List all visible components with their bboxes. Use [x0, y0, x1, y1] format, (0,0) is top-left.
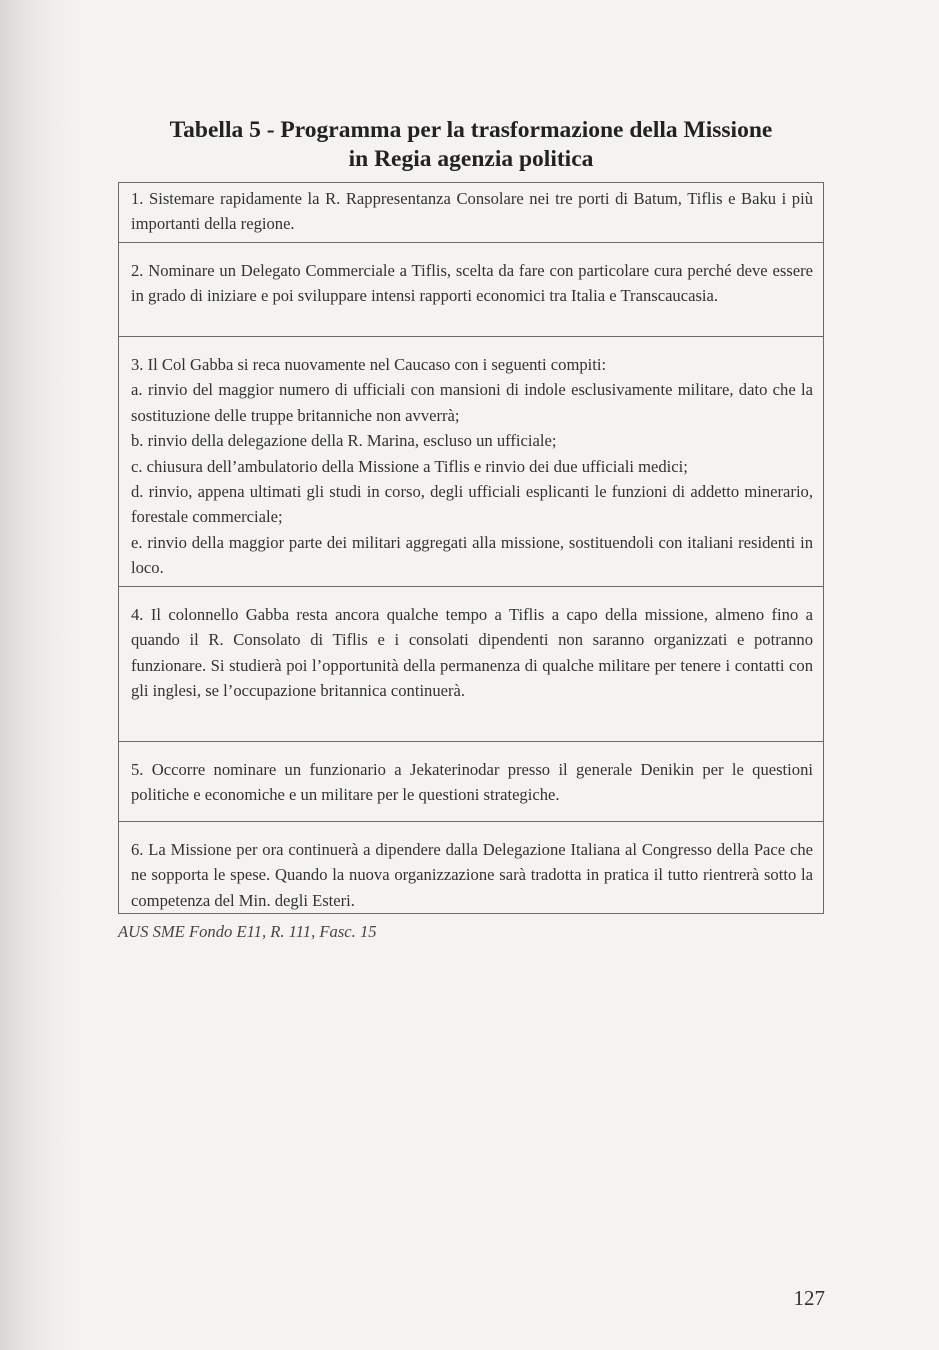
item-1-text: 1. Sistemare rapidamente la R. Rappresentanza Consolare nei tre porti di Batum, Tiflis e Baku i più importanti della regione.	[131, 189, 813, 234]
page-number: 127	[793, 1286, 825, 1310]
title-line-1: Tabella 5 - Programma per la trasformazione della Missione	[169, 117, 773, 143]
table-row-4	[119, 586, 823, 741]
item-5-text: 5. Occorre nominare un funzionario a Jekaterinodar presso il generale Denikin per le questioni politiche e economiche e un militare per le questioni strategiche.	[131, 760, 813, 805]
source-citation: AUS SME Fondo E11, R. 111, Fasc. 15	[118, 922, 377, 941]
item-2-text: 2. Nominare un Delegato Commerciale a Tiflis, scelta da fare con particolare cura perché deve essere in grado di iniziare e poi sviluppare intensi rapporti economici tra Italia e Transcaucasia.	[131, 261, 813, 306]
item-4-text: 4. Il colonnello Gabba resta ancora qualche tempo a Tiflis a capo della missione, almeno fino a quando il R. Consolato di Tiflis e i consolati dipendenti non saranno organizzati e potranno funzionare. Si studierà poi l’opportunità della permanenza di qualche militare per tenere i contatti con gli inglesi, se l’occupazione britannica continuerà.	[131, 605, 813, 701]
table-row-1	[119, 183, 823, 242]
table-row-5	[119, 741, 823, 821]
programme-table	[118, 182, 824, 914]
item-3-sub-e: e. rinvio della maggior parte dei militari aggregati alla missione, sostituendoli con italiani residenti in loco.	[131, 532, 813, 578]
page-title	[118, 116, 824, 174]
table-row-6	[119, 821, 823, 913]
item-3-sub-b: b. rinvio della delegazione della R. Marina, escluso un ufficiale;	[131, 431, 557, 451]
table-row-2	[119, 242, 823, 336]
item-3-sub-c: c. chiusura dell’ambulatorio della Missione a Tiflis e rinvio dei due ufficiali medici;	[131, 456, 688, 476]
item-3-intro: 3. Il Col Gabba si reca nuovamente nel Caucaso con i seguenti compiti:	[131, 355, 607, 374]
item-3-sub-a: a. rinvio del maggior numero di ufficiali con mansioni di indole esclusivamente militare, dato che la sostituzione delle truppe britanniche non avverrà;	[131, 380, 813, 425]
table-row-3	[119, 336, 823, 586]
item-6-text: 6. La Missione per ora continuerà a dipendere dalla Delegazione Italiana al Congresso della Pace che ne sopporta le spese. Quando la nuova organizzazione sarà tradotta in pratica il tutto rientrerà sotto la competenza del Min. degli Esteri.	[131, 840, 813, 910]
item-3-sub-d: d. rinvio, appena ultimati gli studi in corso, degli ufficiali esplicanti le funzioni di addetto minerario, forestale commerciale;	[131, 482, 813, 527]
title-line-2: in Regia agenzia politica	[348, 146, 594, 172]
binding-shadow	[0, 0, 80, 1350]
